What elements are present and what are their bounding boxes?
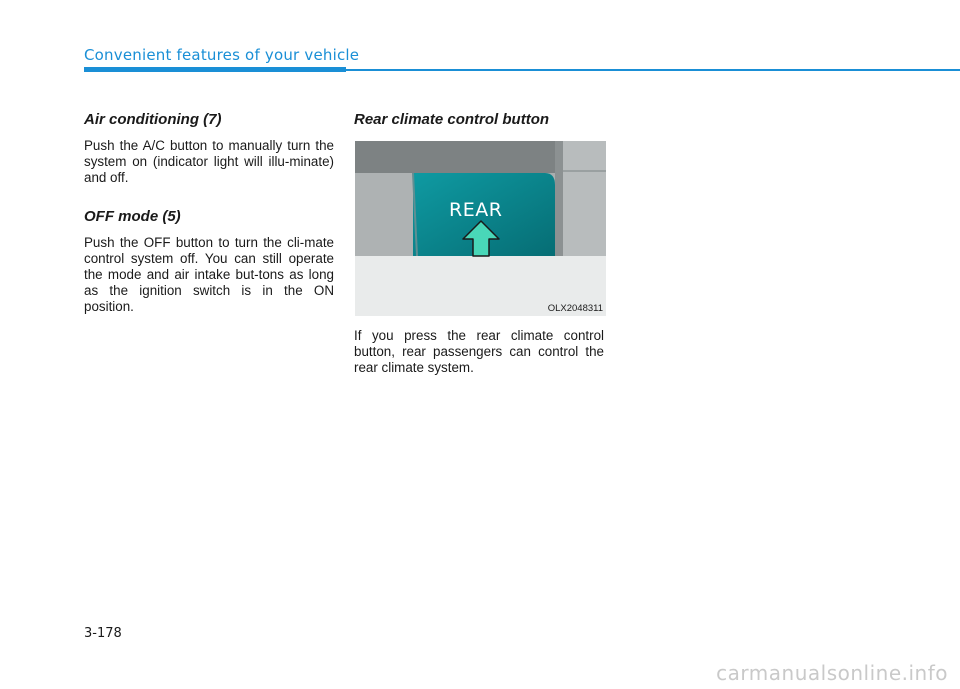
rear-button-label: REAR [449,199,503,221]
section-body-air-conditioning: Push the A/C button to manually turn the system on (indicator light will illu-minate) and off. [84,138,334,185]
header-rule-thick [84,67,346,72]
left-column [84,111,334,315]
section-body-off-mode: Push the OFF button to turn the cli-mate control system off. You can still operate the mode and air intake but-tons as long as the ignition switch is in the ON position. [84,235,334,314]
section-heading-off-mode: OFF mode (5) [84,208,181,225]
section-body-rear-climate: If you press the rear climate control button, rear passengers can control the rear climate system. [354,328,604,375]
watermark: carmanualsonline.info [716,661,948,685]
rear-button-illustration [355,141,606,316]
section-heading-rear-climate: Rear climate control button [354,111,550,128]
section-heading-air-conditioning: Air conditioning (7) [84,111,222,128]
rear-button-figure [354,140,607,317]
section-header-title: Convenient features of your vehicle [84,46,360,64]
right-column [354,111,604,376]
page-number: 3-178 [84,626,122,641]
figure-code: OLX2048311 [547,303,603,314]
header-rule-thin [346,69,960,71]
